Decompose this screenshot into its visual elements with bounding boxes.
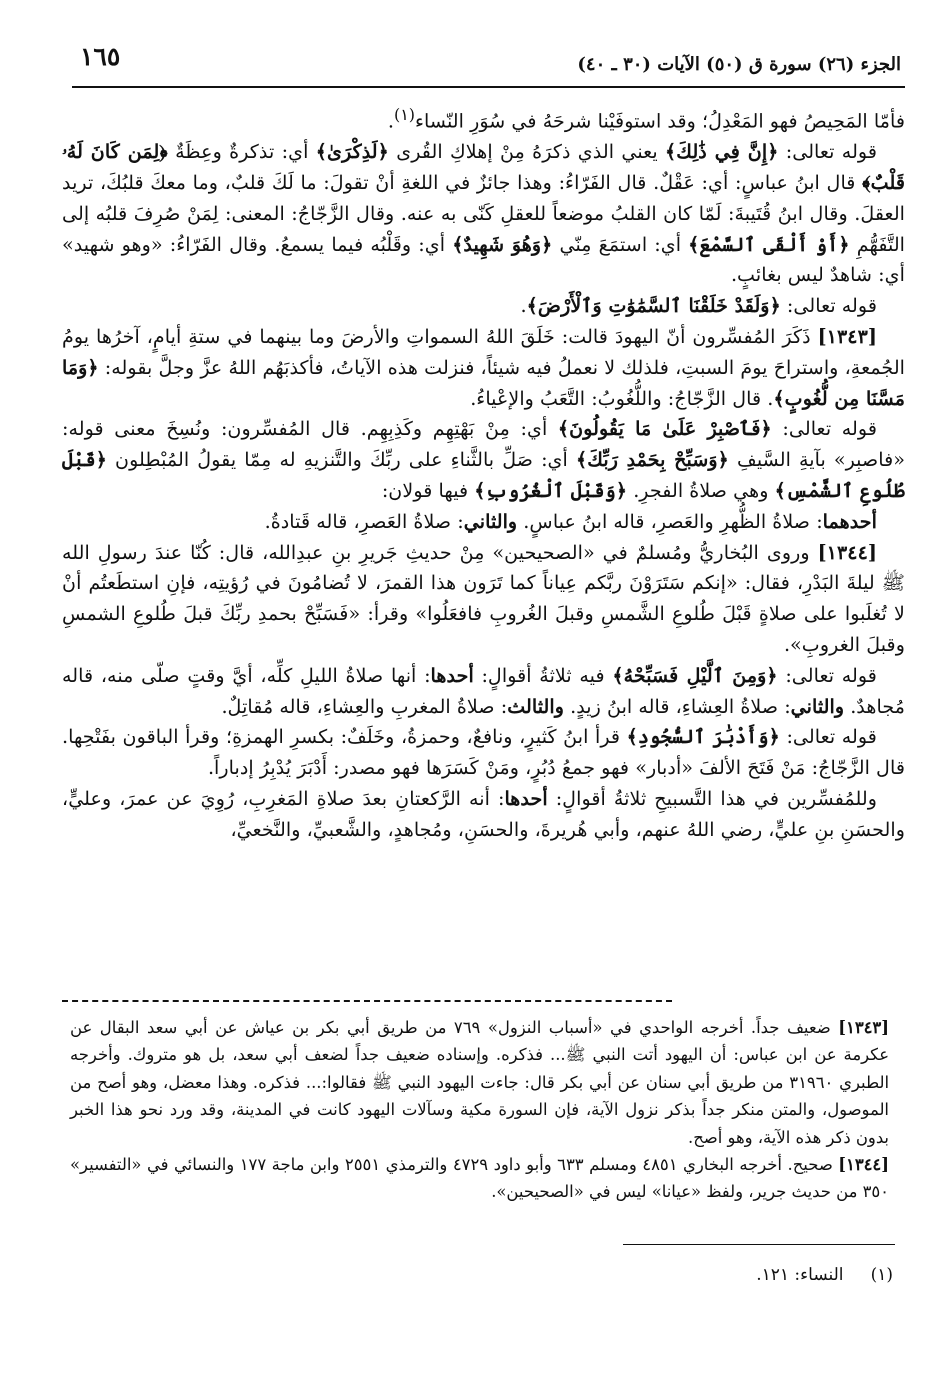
text-run: . [520,294,527,318]
running-title: الجزء (٢٦) سورة ق (٥٠) الآيات (٣٠ ـ ٤٠) [577,54,901,75]
note-paragraph [70,1014,889,1151]
quran-quote: ﴿وَسَبِّحْ بِحَمْدِ رَبِّكَ﴾ [575,448,729,472]
text-run: : صلاةُ العَصرِ، قاله قَتادةُ. [264,509,464,533]
text-run: وهي صلاةُ الفجرِ. [627,478,775,502]
text-run: يعني الذي ذكرَهُ مِنْ إهلاكِ القُرى [388,140,666,164]
quran-quote: ﴿إِنَّ فِي ذَٰلِكَ﴾ [665,140,779,164]
page-header [72,40,905,88]
quran-quote: ﴿وَلَقَدْ خَلَقْنَا ٱلسَّمَٰوَٰتِ وَٱلْأَرْضَ﴾ [526,294,781,318]
bold-term: أحدها [430,663,474,687]
page-number: ١٦٥ [80,42,121,71]
text-run: وروى البُخاريُّ ومُسلمٌ في «الصحيحين» مِنْ حديثِ جَريرِ بنِ عبدِالله، قال: كُنّا عندَ رسولِ الله ﷺ ليلةَ البَدْرِ، فقال: «إنكم سَتَرَوْنَ ربَّكم عِياناً كما تَرَون هذا القمرَ، لا تُضامُونَ في رُؤيتِه، فإنِ استطَعتُم أنْ لا تُغلَبوا على صلاةٍ قَبْلَ طُلوعِ الشَّمسِ وقبلَ الغُروبِ فافعَلُوا» وقرأ: «فَسَبِّحْ بحمدِ ربِّكَ قبلَ طُلوعِ الشمسِ وقبلَ الغروبِ». [62,540,905,656]
footnote-divider [623,1244,895,1245]
text-run: أي: استمَعَ مِنّي [552,232,689,256]
paragraph [62,722,905,784]
text-run: قوله تعالى: [779,725,877,749]
quran-quote: ﴿قَبْلَ طُلُوعِ ٱلشَّمْسِ﴾ [62,448,905,502]
quran-quote: ﴿وَأَدْبَٰرَ ٱلسُّجُودِ﴾ [626,725,780,749]
paragraph [62,414,905,506]
footnote-text: النساء: ١٢١. [756,1265,844,1285]
text-run: فيها قولان: [381,478,475,502]
text-run: . قال الزَّجّاجُ: واللُّغُوبُ: التَّعَبُ والإعْياءُ. [470,386,774,410]
text-run: قوله تعالى: [771,417,877,441]
paragraph [62,291,905,322]
text-run: فأمّا المَحِيصُ فهو المَعْدِلُ؛ وقد استوفَيْنا شرحَهُ في سُوَرِ النّساء [415,109,905,133]
quran-quote: ﴿لِمَن كَانَ لَهُۥ قَلْبٌ﴾ [62,140,905,194]
bold-term: والثاني [463,509,518,533]
bold-term: [١٣٤٤] [817,540,877,564]
bold-term: [١٣٤٤] [838,1155,889,1175]
bold-term: والثاني [790,694,845,718]
text-run: ذَكَرَ المُفسِّرون أنّ اليهودَ قالت: خَلَقَ اللهُ السمواتِ والأرضَ وما بينهما في ستةِ أيامٍ، آخرُها يومُ الجُمعةِ، واستراحَ يومَ السبتِ، فلذلك لا نعملُ فيه شيئاً، فنزلت هذه الآياتُ، فأكذبَهُم اللهُ عزَّ وجلَّ بقوله: [62,324,905,379]
text-run: ضعيف جداً. أخرجه الواحدي في «أسباب النزول» ٧٦٩ من طريق أبي بكر بن عياش عن أبي سعد البقال عن عكرمة عن ابن عباس: أن اليهود أتت النبي ﷺ... فذكره. وإسناده ضعيف جداً لضعف أبي سعد، بل هو متروك. وأخرجه الطبري ٣١٩٦٠ من طريق أبي سنان عن أبي بكر قال: جاءت اليهود النبي ﷺ فقالوا:... فذكره. وهذا معضل، وهو أصح من الموصول، والمتن منكر جداً بذكر نزول الآية، فإن السورة مكية وسآلات اليهود كانت في المدينة، وقد ورد نحو هذا الخبر بدون ذكر هذه الآية، وهو أصح. [70,1018,889,1147]
paragraph [62,661,905,723]
text-run: : صلاةُ العِشاءِ، قاله ابنُ زيدٍ. [564,694,791,718]
text-run: : أنه الرَّكعتانِ بعدَ صلاةِ المَغرِبِ، رُوِيَ عن عمرَ، وعليٍّ، والحسَنِ بنِ عليٍّ، رضي اللهُ عنهم، وأبي هُريرةَ، والحسَنِ، ومُجاهدٍ، والشَّعبيِّ، والنَّخعيِّ، [62,786,905,841]
text-run: قوله تعالى: [780,294,877,318]
quran-quote: ﴿أَوْ أَلْقَى ٱلسَّمْعَ﴾ [688,232,850,256]
paragraph [62,507,905,538]
text-run: قوله تعالى: [777,663,877,687]
text-run: أي: تذكرةٌ وعِظَةٌ [167,140,316,164]
text-run: : أنها صلاةُ الليلِ كلِّه، أيَّ وقتٍ صلّى منه، قاله مُجاهدٌ. [62,663,905,718]
quran-quote: ﴿وَمِنَ ٱلَّيْلِ فَسَبِّحْهُ﴾ [612,663,778,687]
text-run: . [387,109,394,133]
text-run: فيه ثلاثةُ أقوالٍ: [473,663,613,687]
text-run: أي: صَلِّ بالثَّناءِ على ربِّكَ والتَّنزيهِ له مِمّا يقولُ المُبْطِلون [106,448,576,472]
text-run: : صلاةُ الظُّهرِ والعَصرِ، قاله ابنُ عباسٍ. [517,509,823,533]
hadith-notes [70,1014,889,1206]
paragraph [62,322,905,414]
notes-divider [62,1000,672,1002]
footnote-marker: (١) [870,1265,893,1285]
quran-quote: ﴿لَذِكْرَىٰ﴾ [315,140,389,164]
text-run: صحيح. أخرجه البخاري ٤٨٥١ ومسلم ٦٣٣ وأبو داود ٤٧٢٩ والترمذي ٢٥٥١ وابن ماجة ١٧٧ والنسائي في «التفسير» ٣٥٠ من حديث جرير، ولفظ «عيانا» ليس في «الصحيحين». [70,1155,889,1202]
bold-term: والثالث [507,694,564,718]
text-run: أي: وقَلْبُه فيما يسمعُ. وقال الفَرّاءُ: «وهو شهيد» أي: شاهدٌ ليس بغائبٍ. [62,232,905,287]
text-run: قرأ ابنُ كَثيرٍ، ونافعٌ، وحمزةُ، وخَلَفٌ: بكسرِ الهمزةِ؛ وقرأ الباقون بفَتْحِها. قال الزَّجّاجُ: مَنْ فَتَحَ الألفَ «أدبار» فهو جمعُ دُبُرٍ، ومَنْ كَسَرَها فهو مصدر: أَدْبَرَ يُدْبِرُ إدباراً. [62,725,905,780]
quran-quote: ﴿وَهُوَ شَهِيدٌ﴾ [452,232,553,256]
paragraph [62,137,905,291]
quran-quote: ﴿فَٱصْبِرْ عَلَىٰ مَا يَقُولُونَ﴾ [557,417,772,441]
text-run: أي: مِنْ بَهْتِهِم وكَذِبِهِم. قال المُفسِّرون: ونُسِخَ معنى قوله: «فاصبِر» بآيةِ السَّيفِ [62,417,906,472]
text-run: وللمُفسِّرين في هذا التَّسبيحِ ثلاثةُ أقوالٍ: [547,786,877,810]
main-text [62,100,905,846]
text-run: قوله تعالى: [778,140,877,164]
footnote [756,1262,893,1288]
bold-term: أحدها [504,786,548,810]
bold-term: أحدهما [822,509,877,533]
footnote-ref: (١) [393,105,416,124]
quran-quote: ﴿وَقَبْلَ ٱلْغُرُوبِ﴾ [474,478,628,502]
quran-quote: ﴿وَمَا مَسَّنَا مِن لُّغُوبٍ﴾ [62,355,905,410]
text-run: : صلاةُ المغربِ والعِشاءِ، قاله مُقاتِلٌ. [221,694,508,718]
note-paragraph [70,1151,889,1206]
paragraph [62,100,905,137]
paragraph [62,784,905,846]
paragraph [62,538,905,661]
bold-term: [١٣٤٣] [838,1018,889,1037]
text-run: قال ابنُ عباسٍ: أي: عَقْلٌ. قال الفَرّاءُ: وهذا جائزٌ في اللغةِ أنْ تقولَ: ما لَكَ قلبٌ، وما معكَ قلبُكَ، تريد العقلَ. وقال ابنُ قُتَيبةَ: لَمّا كان القلبُ موضعاً للعقلِ كَنّى به عنه. وقال الزَّجّاجُ: المعنى: لِمَنْ صُرِفَ قلبُه إلى التَّفَهُّمِ [62,170,905,256]
bold-term: [١٣٤٣] [817,324,877,348]
